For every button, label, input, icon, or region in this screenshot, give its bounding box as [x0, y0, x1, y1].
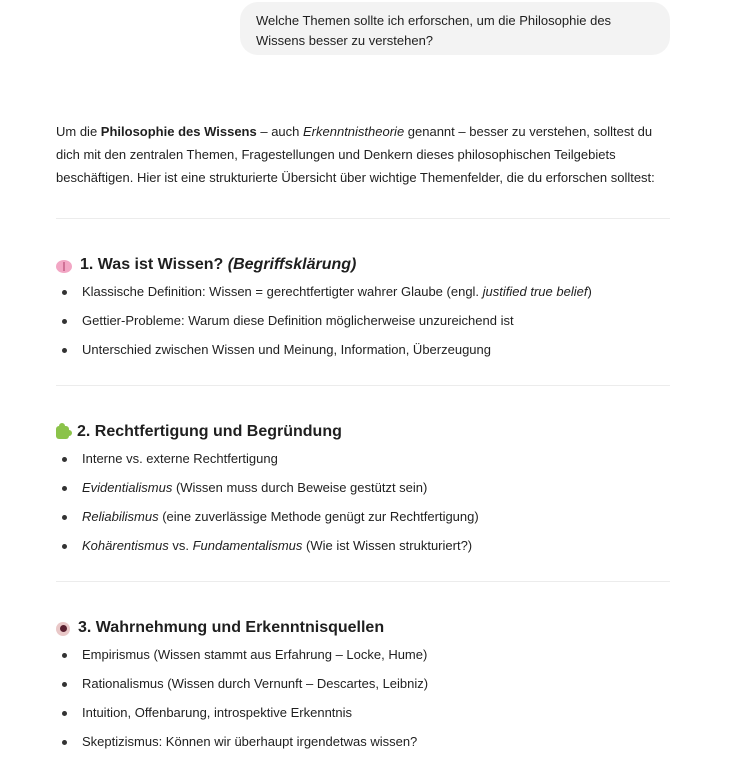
item-text: Rationalismus (Wissen durch Vernunft – Descartes, Leibniz) [82, 676, 429, 691]
section-list [56, 645, 676, 761]
intro-bold-term: Philosophie des Wissens [100, 124, 257, 139]
section-divider [56, 581, 670, 582]
section-heading [56, 255, 676, 275]
assistant-response [56, 120, 676, 761]
item-text: Unterschied zwischen Wissen und Meinung, Information, Überzeugung [82, 342, 491, 357]
item-text: vs. [168, 538, 193, 553]
section-title-text: Rechtfertigung und Begründung [94, 423, 342, 440]
user-message-bubble [240, 2, 670, 55]
section-number: 2. [77, 423, 91, 440]
brain-icon [56, 260, 72, 273]
list-item [56, 449, 676, 478]
list-item [56, 311, 676, 340]
list-item [56, 674, 676, 703]
intro-paragraph [56, 120, 676, 189]
eye-icon [56, 622, 70, 636]
list-item [56, 282, 676, 311]
item-text: Interne vs. externe Rechtfertigung [82, 451, 278, 466]
item-text: (Wie ist Wissen strukturiert?) [302, 538, 473, 553]
item-text: Empirismus (Wissen stammt aus Erfahrung – Locke, Hume) [82, 647, 428, 662]
list-item [56, 536, 676, 565]
list-item [56, 340, 676, 369]
section-number: 1. [80, 256, 94, 273]
item-text: Skeptizismus: Können wir überhaupt irgendetwas wissen? [82, 734, 418, 749]
intro-italic-term: Erkenntnistheorie [303, 124, 405, 139]
item-italic: justified true belief [482, 284, 588, 299]
section-title-text: Wahrnehmung und Erkenntnisquellen [95, 619, 385, 636]
section-list [56, 449, 676, 565]
item-text: (eine zuverlässige Methode genügt zur Rechtfertigung) [158, 509, 479, 524]
section-number: 3. [78, 619, 92, 636]
list-item [56, 507, 676, 536]
list-item [56, 645, 676, 674]
item-italic: Fundamentalismus [192, 538, 303, 553]
item-text: Klassische Definition: Wissen = gerechtfertigter wahrer Glaube (engl. [82, 284, 483, 299]
section-title-italic: (Begriffsklärung) [227, 256, 357, 273]
section-heading [56, 422, 676, 442]
intro-text: Um die [56, 124, 101, 139]
item-text: Gettier-Probleme: Warum diese Definition möglicherweise unzureichend ist [82, 313, 514, 328]
list-item [56, 478, 676, 507]
item-italic: Reliabilismus [82, 509, 159, 524]
item-italic: Evidentialismus [82, 480, 173, 495]
item-text: (Wissen muss durch Beweise gestützt sein) [172, 480, 428, 495]
user-message-text: Welche Themen sollte ich erforschen, um die Philosophie des Wissens besser zu verstehen? [256, 13, 612, 48]
item-italic: Kohärentismus [82, 538, 169, 553]
puzzle-icon [56, 426, 69, 439]
section-divider [56, 385, 670, 386]
section-title-text: Was ist Wissen? [97, 256, 224, 273]
list-item [56, 732, 676, 761]
section-list [56, 282, 676, 369]
section-heading [56, 618, 676, 638]
list-item [56, 703, 676, 732]
intro-text: – auch [256, 124, 303, 139]
intro-text: genannt – besser zu verstehen, solltest du dich mit den zentralen Themen, Fragestellungen und Denkern dieses philosophischen Teilgebiets beschäftigen. Hier ist eine strukturierte Übersicht über wichtige Themenfelder, die du erforschen solltest: [56, 124, 655, 185]
item-text: Intuition, Offenbarung, introspektive Erkenntnis [82, 705, 353, 720]
section-divider [56, 218, 670, 219]
item-text: ) [587, 284, 592, 299]
